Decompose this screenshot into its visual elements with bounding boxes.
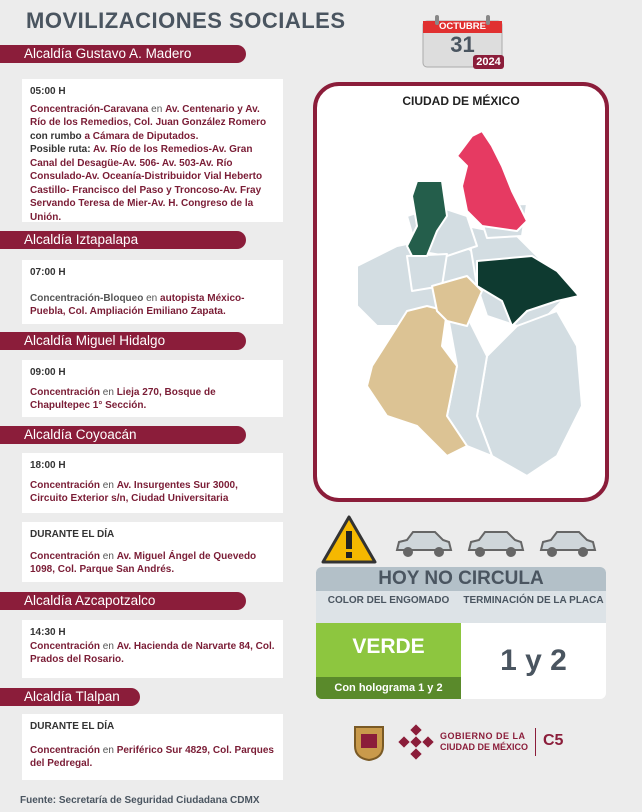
text-segment: Av. Centenario y Av. Río de los Remedios, Col. Juan González Romero (30, 103, 267, 128)
holograma-label: Con holograma 1 y 2 (316, 677, 461, 699)
page-title: MOVILIZACIONES SOCIALES (26, 8, 346, 33)
car-icon (393, 528, 453, 560)
event-card-coyoacan-2 (22, 522, 283, 582)
section-header-gam: Alcaldía Gustavo A. Madero (0, 45, 246, 63)
calendar-year: 2024 (476, 56, 501, 68)
text-segment: Av. Hacienda de Narvarte 84, Col. Prados del Rosario. (30, 640, 275, 665)
text-segment: a Cámara de Diputados. (84, 130, 199, 142)
event-card-tlalpan (22, 714, 283, 780)
event-description (30, 292, 275, 319)
text-segment: Concentración (30, 640, 101, 652)
map-region-light (477, 311, 582, 476)
text-segment: en (100, 386, 117, 398)
hoy-no-circula-panel (316, 567, 606, 699)
text-segment: con rumbo (30, 130, 85, 142)
event-route (30, 143, 275, 224)
text-segment: en (100, 744, 117, 756)
car-icon (537, 528, 597, 560)
event-description (30, 386, 275, 413)
text-segment: Concentración (30, 386, 101, 398)
gobierno-line1: GOBIERNO DE LA (440, 731, 526, 741)
event-time: DURANTE EL DÍA (30, 529, 115, 540)
event-card-iztapalapa (22, 260, 283, 324)
section-header-tlalpan: Alcaldía Tlalpan (0, 688, 140, 706)
text-segment: Concentración (30, 479, 101, 491)
text-segment: Concentración-Caravana (30, 103, 149, 115)
event-description (30, 550, 275, 577)
text-segment: Posible ruta: (30, 144, 93, 155)
c5-logo: C5 (543, 732, 564, 749)
calendar-day: 31 (450, 32, 475, 57)
event-card-coyoacan-1 (22, 453, 283, 513)
logo-divider (535, 728, 536, 756)
event-description (30, 744, 275, 771)
section-header-coyoacan: Alcaldía Coyoacán (0, 426, 246, 444)
event-description (30, 640, 275, 667)
event-description (30, 103, 275, 144)
text-segment: Concentración (30, 550, 101, 562)
event-card-miguel-hidalgo (22, 360, 283, 417)
map-frame (313, 82, 609, 502)
text-segment: Concentración-Bloqueo (30, 292, 144, 304)
engomado-color-cell (316, 623, 461, 699)
event-time: DURANTE EL DÍA (30, 721, 115, 732)
cdmx-map (317, 86, 605, 498)
text-segment: Av. Miguel Ángel de Quevedo 1098, Col. Parque San Andrés. (30, 550, 257, 575)
text-segment: en (100, 479, 117, 491)
text-segment: en (100, 550, 117, 562)
car-icon (465, 528, 525, 560)
hoy-no-circula-title: HOY NO CIRCULA (316, 567, 606, 591)
text-segment: en (100, 640, 117, 652)
section-header-azcapotzalco: Alcaldía Azcapotzalco (0, 592, 246, 610)
calendar-month: OCTUBRE (439, 21, 486, 32)
calendar-icon (421, 15, 504, 69)
text-segment: en (148, 103, 166, 115)
engomado-color: VERDE (352, 635, 425, 658)
event-time: 18:00 H (30, 460, 66, 471)
text-segment: Av. Río de los Remedios-Av. Gran Canal del Desagüe-Av. 506- Av. 503-Av. Río Consulado-Av. Oceanía-Distribuidor Vial Heberto Castillo- Francisco del Paso y Troncoso-Av. Fray Servando Teresa de Mier-Av. H. Congreso de la Unión. (30, 144, 263, 223)
source-footer: Fuente: Secretaría de Seguridad Ciudadana CDMX (20, 795, 260, 806)
placa-digits: 1 y 2 (500, 644, 567, 677)
text-segment: Concentración (30, 744, 101, 756)
text-segment: Av. Insurgentes Sur 3000, Circuito Exterior s/n, Ciudad Universitaria (30, 479, 238, 504)
event-time: 05:00 H (30, 86, 66, 97)
event-card-gam (22, 79, 283, 222)
cdmx-shield-logo (352, 724, 386, 762)
text-segment: en (143, 292, 161, 304)
warning-icon (320, 514, 378, 566)
event-time: 14:30 H (30, 627, 66, 638)
placa-header: TERMINACIÓN DE LA PLACA (463, 595, 604, 606)
event-card-azcapotzalco (22, 620, 283, 678)
event-time: 09:00 H (30, 367, 66, 378)
text-segment: Periférico Sur 4829, Col. Parques del Pedregal. (30, 744, 274, 769)
gobierno-cdmx-logo (398, 724, 434, 760)
text-segment: autopista México-Puebla, Col. Ampliación Emiliano Zapata. (30, 292, 245, 317)
event-time: 07:00 H (30, 267, 66, 278)
gobierno-line2: CIUDAD DE MÉXICO (440, 742, 529, 752)
map-title: CIUDAD DE MÉXICO (402, 94, 520, 108)
text-segment: Lieja 270, Bosque de Chapultepec 1° Sección. (30, 386, 216, 411)
engomado-header: COLOR DEL ENGOMADO (327, 595, 450, 606)
section-header-iztapalapa: Alcaldía Iztapalapa (0, 231, 246, 249)
section-header-miguel-hidalgo: Alcaldía Miguel Hidalgo (0, 332, 246, 350)
event-description (30, 479, 275, 506)
